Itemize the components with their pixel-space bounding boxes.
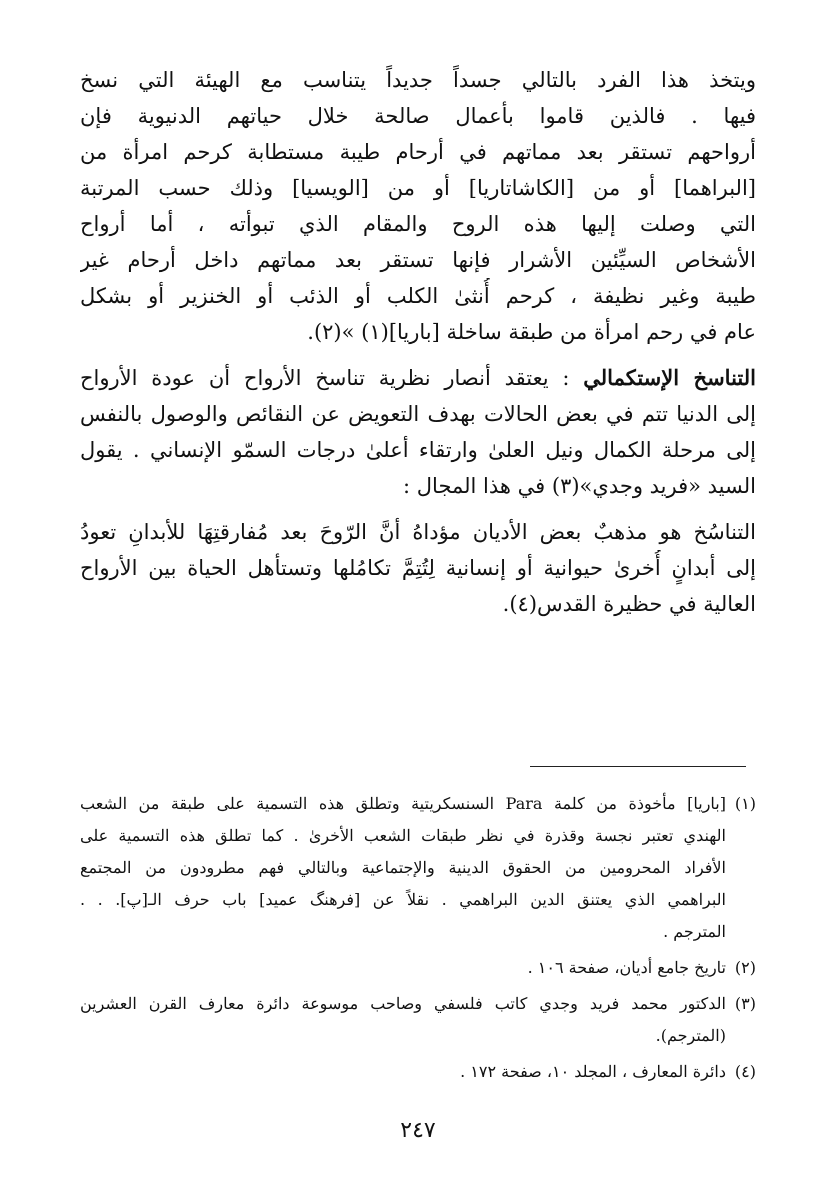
footnote-line: الهندي تعتبر نجسة وقذرة في نظر طبقات الشعب الأخرىٰ . كما تطلق هذه التسمية على xyxy=(80,826,726,845)
page-number: ٢٤٧ xyxy=(400,1118,436,1143)
text-line: فيها . فالذين قاموا بأعمال صالحة خلال حياتهم الدنيوية فإن xyxy=(80,104,756,128)
text-line: عام في رحم امرأة من طبقة ساخلة [باريا](١) »(٢). xyxy=(307,320,756,344)
text-line: [البراهما] أو من [الكاشاتاريا] أو من [الويسيا] وذلك حسب المرتبة xyxy=(80,176,756,200)
footnote-number: (٢) xyxy=(734,958,756,977)
footnote-2 xyxy=(80,952,756,984)
footnote-line: الأفراد المحرومين من الحقوق الدينية والإجتماعية وبالتالي فهم مطرودون من المجتمع xyxy=(80,858,726,877)
footnote-1 xyxy=(80,788,756,948)
footnote-number: (٤) xyxy=(734,1062,756,1081)
text-line: العالية في حظيرة القدس(٤). xyxy=(502,592,756,616)
text-line: الأشخاص السيِّئين الأشرار فإنها تستقر بعد مماتهم داخل أرحام غير xyxy=(80,248,756,272)
footnote-separator xyxy=(530,766,746,767)
text-line: أرواحهم تستقر بعد مماتهم في أرحام طيبة مستطابة كرحم امرأة من xyxy=(80,140,756,164)
text-line: إلى الدنيا تتم في بعض الحالات بهدف التعويض عن النقائص والوصول بالنفس xyxy=(80,402,756,426)
footnote-line: البراهمي الذي يعتنق الدين البراهمي . نقلاً عن [فرهنگ عميد] باب حرف الـ[پ]. . . xyxy=(80,890,726,909)
footnote-number: (١) xyxy=(734,794,756,813)
footnote-line: دائرة المعارف ، المجلد ١٠، صفحة ١٧٢ . xyxy=(460,1062,726,1081)
text-line: التي وصلت إليها هذه الروح والمقام الذي تبوأته ، أما أرواح xyxy=(80,212,756,236)
footnote-line: تاريخ جامع أديان، صفحة ١٠٦ . xyxy=(527,958,726,977)
text-line xyxy=(80,360,756,396)
footnote-line: المترجم . xyxy=(663,922,726,941)
footnote-3 xyxy=(80,988,756,1052)
text-line: إلى أبدانٍ أُخرىٰ حيوانية أو إنسانية لِتُتِمَّ تكامُلها وتستأهل الحياة بين الأرواح xyxy=(80,556,756,580)
text-line: التناسُخ هو مذهبٌ بعض الأديان مؤداهُ أنَّ الرّوحَ بعد مُفارقتِهَا للأبدانِ تعودُ xyxy=(80,520,756,544)
text-line: طيبة وغير نظيفة ، كرحم أُنثىٰ الكلب أو الذئب أو الخنزير أو بشكل xyxy=(80,284,756,308)
text-line: السيد «فريد وجدي»(٣) في هذا المجال : xyxy=(403,474,756,498)
footnotes xyxy=(80,788,756,1092)
footnote-line: [باريا] مأخوذة من كلمة Para السنسكريتية وتطلق هذه التسمية على طبقة من الشعب xyxy=(80,794,726,813)
text-line: إلى مرحلة الكمال ونيل العلىٰ وارتقاء أعلىٰ درجات السمّو الإنساني . يقول xyxy=(80,438,756,462)
section-heading: التناسخ الإستكمالي xyxy=(583,365,756,390)
footnote-number: (٣) xyxy=(734,994,756,1013)
paragraph-2 xyxy=(80,360,756,504)
paragraph-3-quote xyxy=(80,514,756,622)
text-fragment: : يعتقد أنصار نظرية تناسخ الأرواح أن عودة الأرواح xyxy=(80,366,570,390)
paragraph-1 xyxy=(80,62,756,350)
main-text xyxy=(80,62,756,632)
text-line: ويتخذ هذا الفرد بالتالي جسداً جديداً يتناسب مع الهيئة التي نسخ xyxy=(80,68,756,92)
footnote-line: الدكتور محمد فريد وجدي كاتب فلسفي وصاحب موسوعة دائرة معارف القرن العشرين xyxy=(80,994,726,1013)
footnote-4 xyxy=(80,1056,756,1088)
footnote-line: (المترجم). xyxy=(655,1026,726,1045)
